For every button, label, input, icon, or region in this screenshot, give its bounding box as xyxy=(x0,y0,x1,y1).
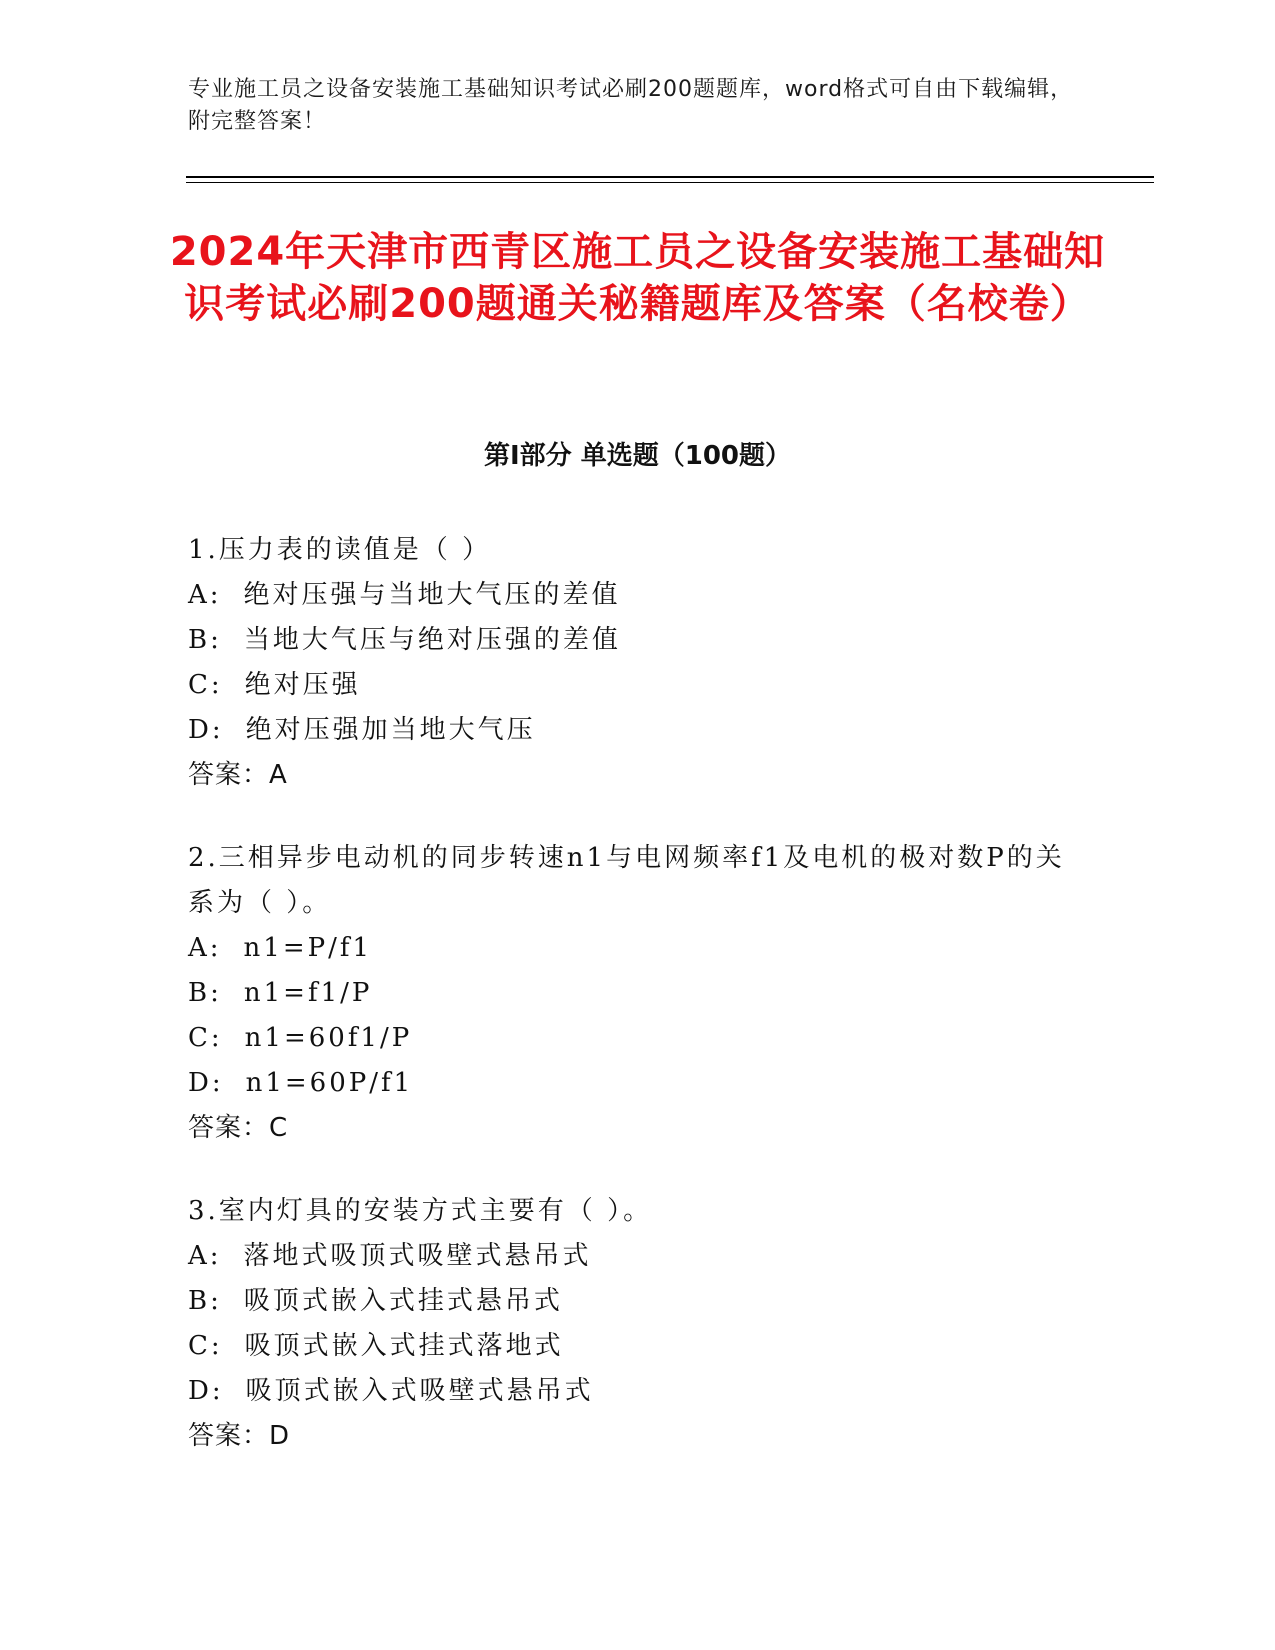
header-divider-thin xyxy=(186,182,1154,183)
answer-value: D xyxy=(269,1421,291,1451)
question-1 xyxy=(188,528,1088,798)
option-letter: A: xyxy=(188,933,222,963)
option-letter: A: xyxy=(188,1241,222,1271)
option-a xyxy=(188,573,1088,618)
answer-label: 答案： xyxy=(188,1421,270,1451)
option-text: n1=60f1/P xyxy=(244,1023,413,1053)
document-title: 2024年天津市西青区施工员之设备安装施工基础知识考试必刷200题通关秘籍题库及答案（名校卷） xyxy=(169,229,1106,327)
option-letter: A: xyxy=(188,580,222,610)
option-b xyxy=(188,1279,1088,1324)
option-letter: B: xyxy=(188,1286,222,1316)
option-text: 绝对压强加当地大气压 xyxy=(245,715,536,745)
answer-line xyxy=(188,1106,1088,1151)
option-text: 当地大气压与绝对压强的差值 xyxy=(243,625,621,655)
option-d xyxy=(188,1061,1088,1106)
option-d xyxy=(188,1369,1088,1414)
option-letter: D: xyxy=(188,1068,224,1098)
question-list xyxy=(188,528,1088,1497)
option-c xyxy=(188,1016,1088,1061)
option-letter: B: xyxy=(188,978,222,1008)
header-divider-thick xyxy=(186,176,1154,178)
option-text: 绝对压强与当地大气压的差值 xyxy=(243,580,621,610)
question-stem: 1.压力表的读值是（ ） xyxy=(188,535,492,565)
option-c xyxy=(188,1324,1088,1369)
option-letter: B: xyxy=(188,625,222,655)
section-heading: 第Ⅰ部分 单选题（100题） xyxy=(484,441,791,471)
option-c xyxy=(188,663,1088,708)
question-2 xyxy=(188,836,1088,1151)
option-text: n1=f1/P xyxy=(243,978,373,1008)
answer-label: 答案： xyxy=(188,1113,270,1143)
option-a xyxy=(188,926,1088,971)
option-letter: D: xyxy=(188,715,224,745)
header-note: 专业施工员之设备安装施工基础知识考试必刷200题题库，word格式可自由下载编辑，附完整答案！ xyxy=(188,77,1074,134)
answer-value: C xyxy=(269,1113,289,1143)
option-b xyxy=(188,618,1088,663)
option-letter: C: xyxy=(188,670,223,700)
answer-label: 答案： xyxy=(188,760,270,790)
option-letter: D: xyxy=(188,1376,224,1406)
option-letter: C: xyxy=(188,1331,223,1361)
option-text: 绝对压强 xyxy=(244,670,361,700)
option-b xyxy=(188,971,1088,1016)
option-d xyxy=(188,708,1088,753)
answer-line xyxy=(188,753,1088,798)
option-text: 落地式吸顶式吸壁式悬吊式 xyxy=(243,1241,592,1271)
question-stem: 2.三相异步电动机的同步转速n1与电网频率f1及电机的极对数P的关系为（ ）。 xyxy=(188,843,1065,918)
option-text: n1=60P/f1 xyxy=(245,1068,414,1098)
answer-value: A xyxy=(269,760,288,790)
question-3 xyxy=(188,1189,1088,1459)
option-text: 吸顶式嵌入式挂式落地式 xyxy=(244,1331,564,1361)
option-a xyxy=(188,1234,1088,1279)
answer-line xyxy=(188,1414,1088,1459)
option-text: 吸顶式嵌入式挂式悬吊式 xyxy=(243,1286,563,1316)
option-text: 吸顶式嵌入式吸壁式悬吊式 xyxy=(245,1376,594,1406)
question-stem: 3.室内灯具的安装方式主要有（ ）。 xyxy=(188,1196,653,1226)
option-text: n1=P/f1 xyxy=(243,933,373,963)
option-letter: C: xyxy=(188,1023,223,1053)
